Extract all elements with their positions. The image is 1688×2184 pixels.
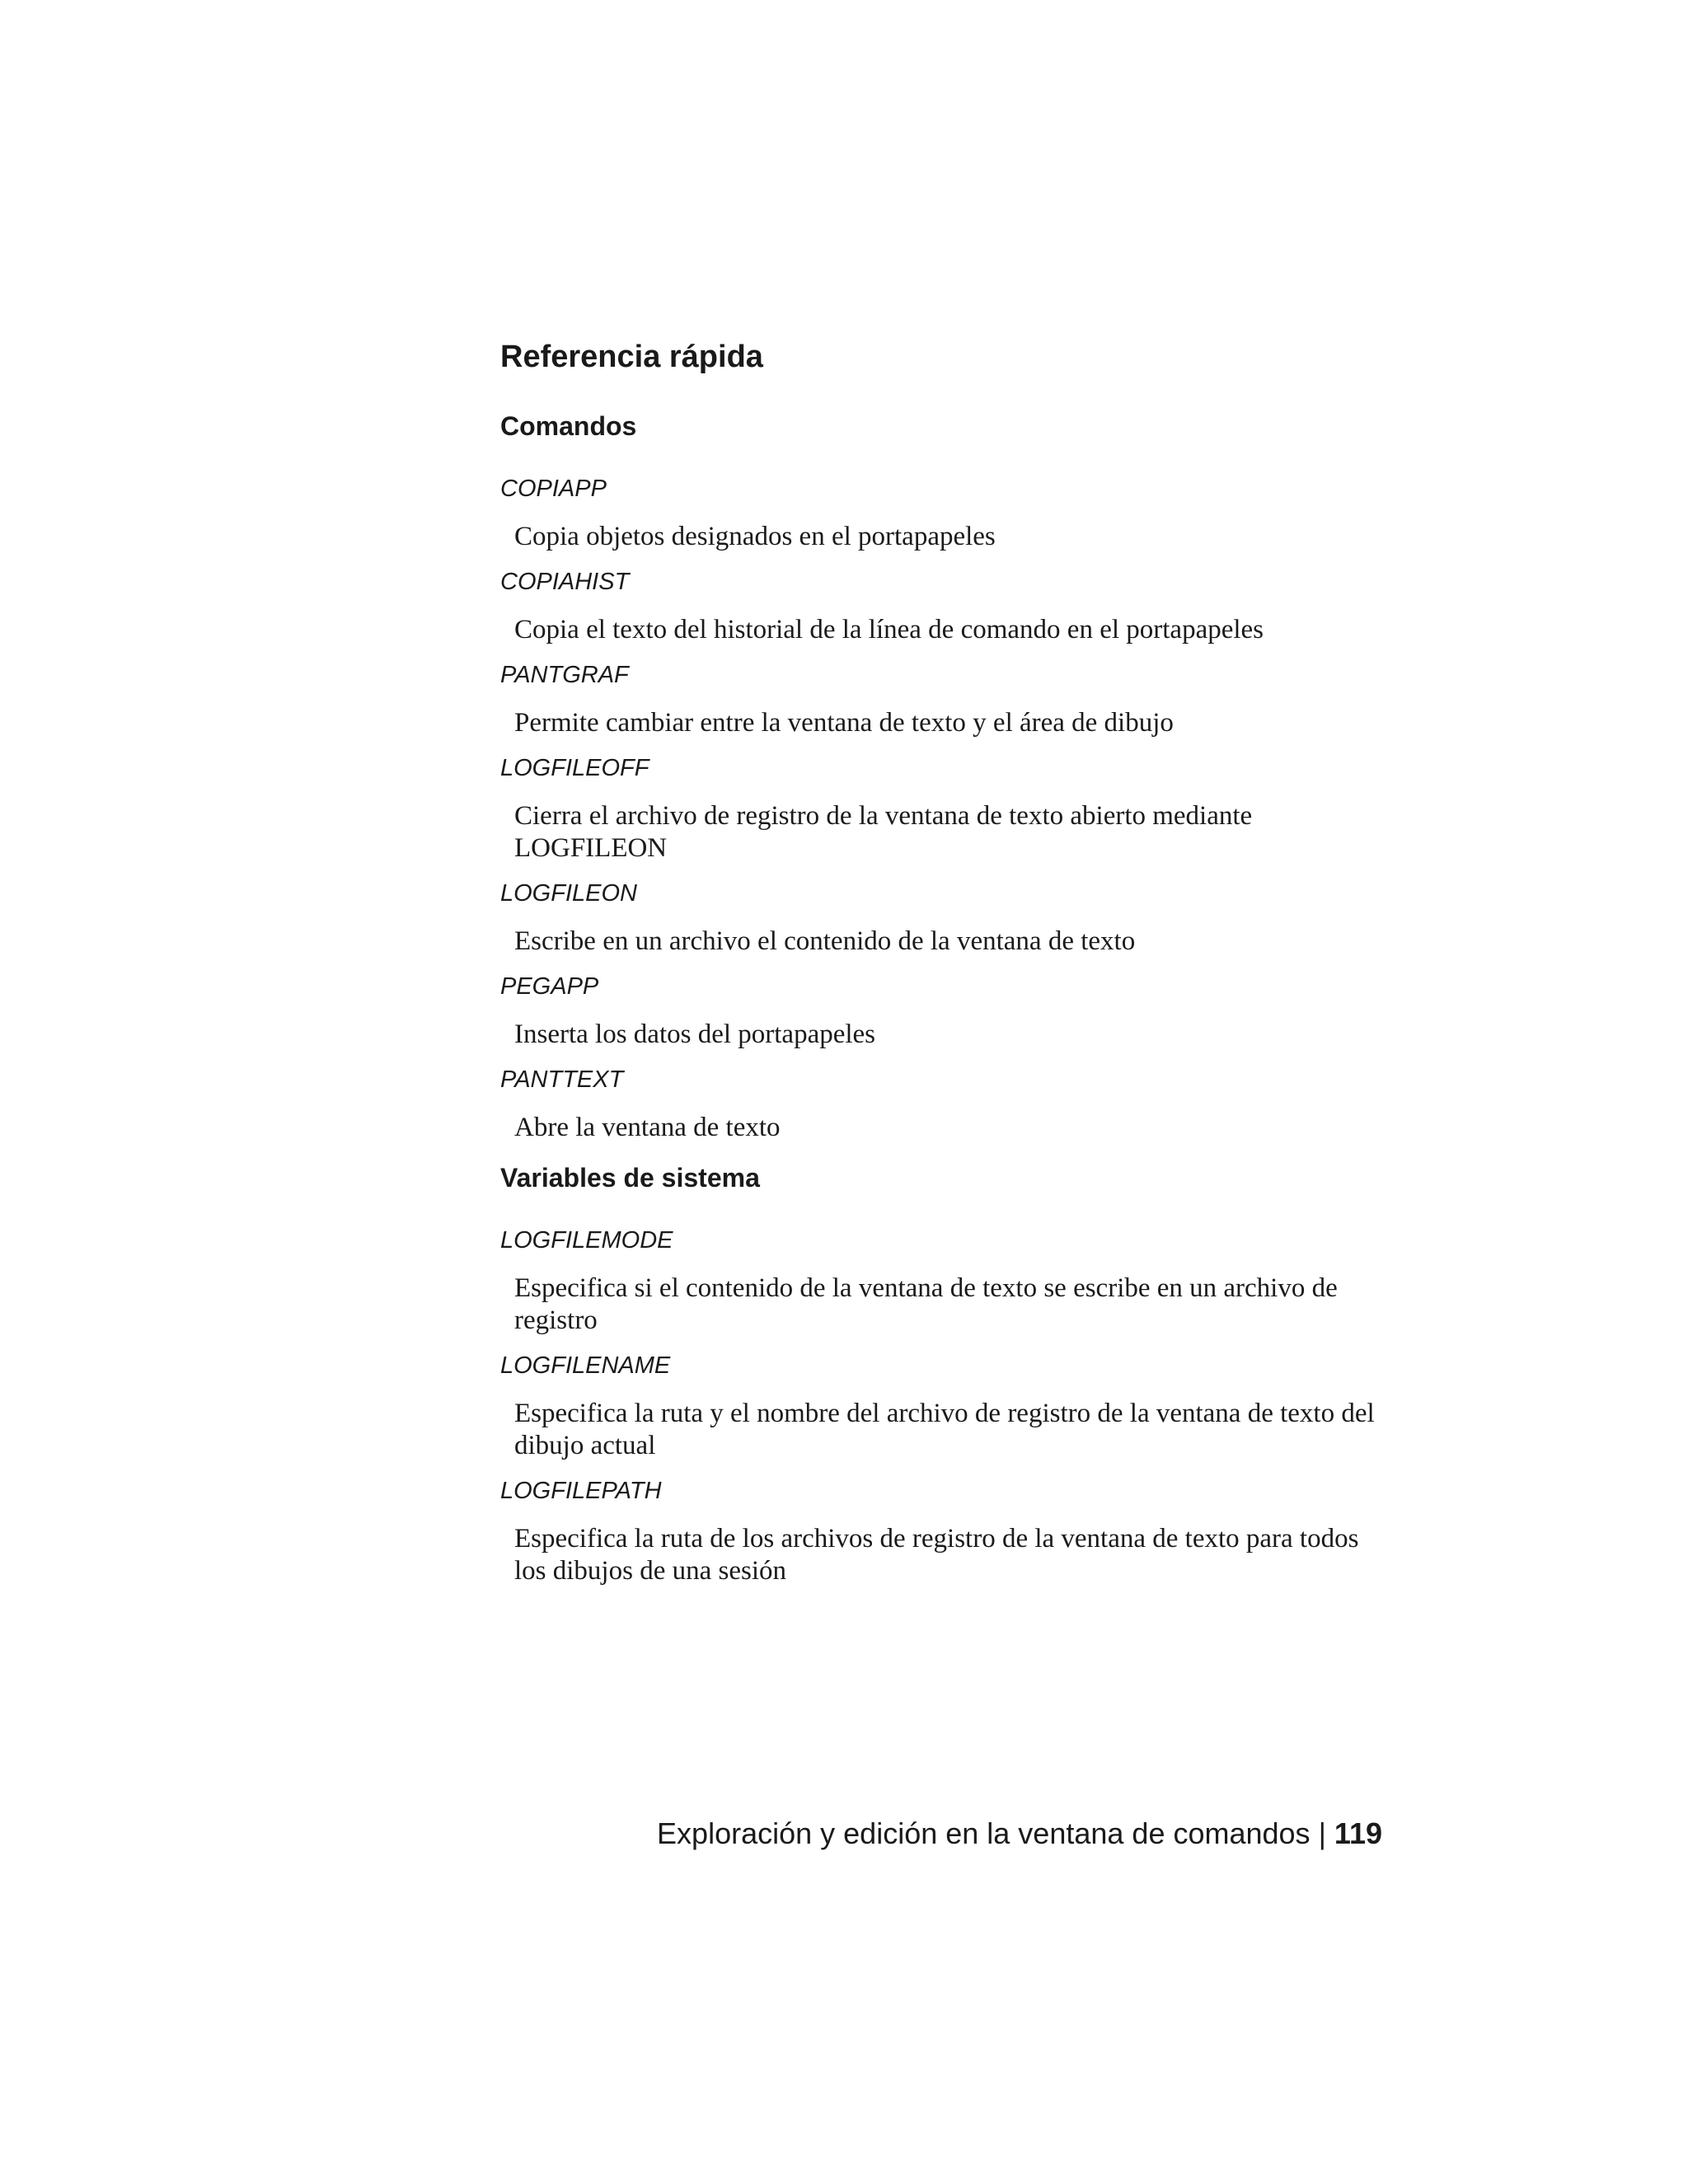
page-title: Referencia rápida bbox=[500, 340, 763, 374]
command-term: COPIAPP bbox=[500, 476, 607, 502]
variable-term: LOGFILEPATH bbox=[500, 1478, 662, 1504]
variable-term: LOGFILENAME bbox=[500, 1352, 671, 1379]
variable-description: Especifica la ruta de los archivos de registro de la ventana de texto para todos los dibujos de una sesión bbox=[514, 1524, 1359, 1586]
variable-description: Especifica la ruta y el nombre del archivo de registro de la ventana de texto del dibujo actual bbox=[514, 1399, 1375, 1460]
command-description: Cierra el archivo de registro de la ventana de texto abierto mediante LOGFILEON bbox=[514, 801, 1253, 863]
command-term: PANTGRAF bbox=[500, 662, 629, 688]
commands-heading: Comandos bbox=[500, 411, 637, 441]
command-description: Permite cambiar entre la ventana de texto y el área de dibujo bbox=[514, 708, 1174, 738]
page-content bbox=[500, 336, 1382, 1587]
footer-chapter-title: Exploración y edición en la ventana de comandos bbox=[657, 1816, 1311, 1850]
command-term: LOGFILEON bbox=[500, 880, 637, 907]
command-description: Copia objetos designados en el portapapeles bbox=[514, 522, 996, 551]
command-term: PEGAPP bbox=[500, 973, 599, 1000]
variable-description: Especifica si el contenido de la ventana de texto se escribe en un archivo de registro bbox=[514, 1273, 1338, 1335]
system-variables-heading: Variables de sistema bbox=[500, 1163, 760, 1193]
page-number: 119 bbox=[1334, 1816, 1382, 1850]
footer-separator: | bbox=[1318, 1816, 1326, 1850]
page-footer bbox=[657, 1815, 1382, 1853]
command-description: Inserta los datos del portapapeles bbox=[514, 1019, 876, 1049]
system-variables-list bbox=[500, 1195, 1382, 1587]
command-description: Copia el texto del historial de la línea de comando en el portapapeles bbox=[514, 615, 1264, 644]
command-term: LOGFILEOFF bbox=[500, 755, 649, 781]
command-term: COPIAHIST bbox=[500, 569, 630, 595]
command-description: Escribe en un archivo el contenido de la ventana de texto bbox=[514, 926, 1136, 956]
variable-term: LOGFILEMODE bbox=[500, 1227, 673, 1254]
command-term: PANTTEXT bbox=[500, 1066, 624, 1093]
command-description: Abre la ventana de texto bbox=[514, 1113, 781, 1142]
commands-list bbox=[500, 443, 1382, 1144]
